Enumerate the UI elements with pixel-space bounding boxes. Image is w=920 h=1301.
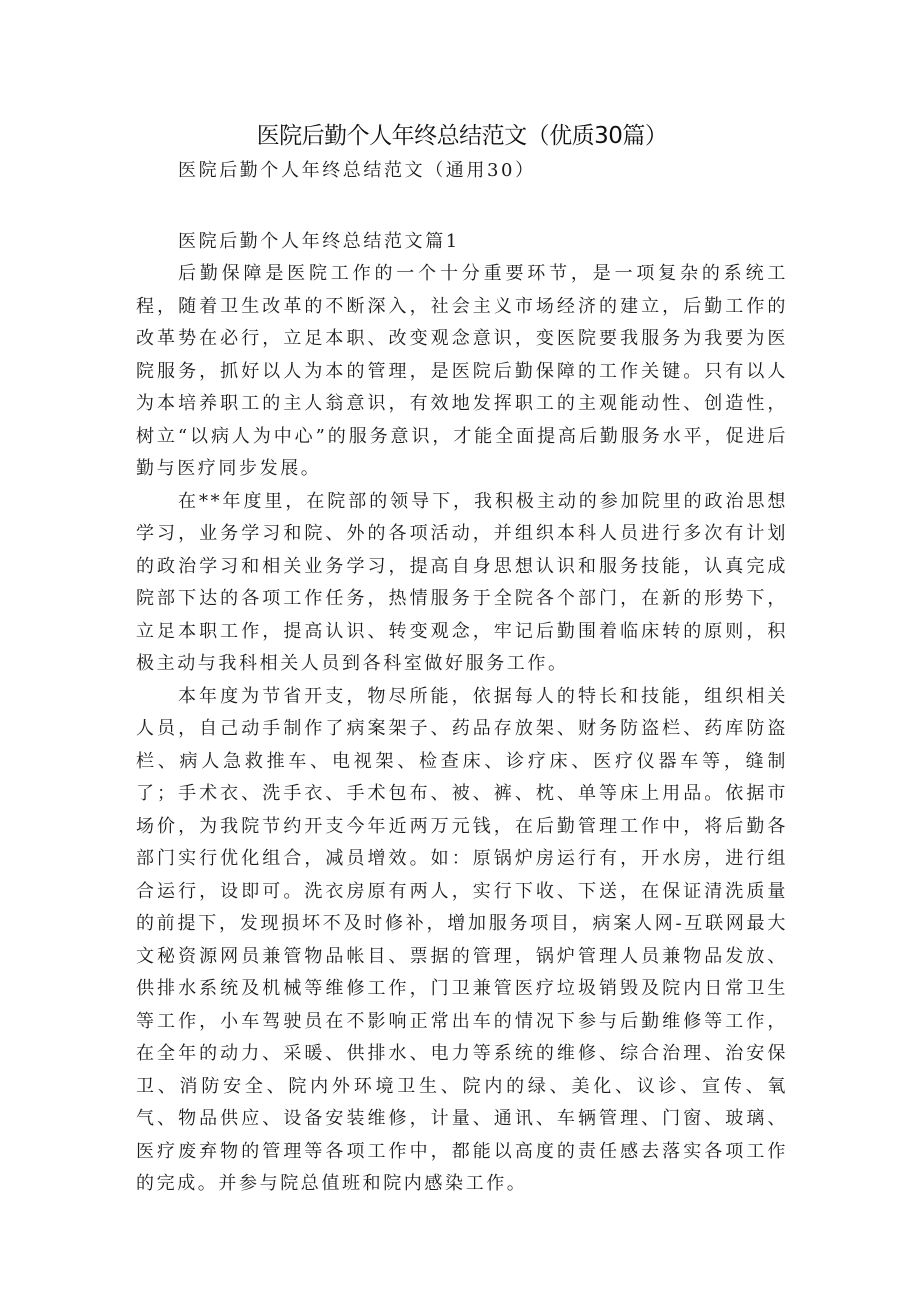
document-title: 医院后勤个人年终总结范文（优质30篇） <box>256 123 668 149</box>
document-page <box>136 117 788 1201</box>
paragraph-1: 后勤保障是医院工作的一个十分重要环节，是一项复杂的系统工程，随着卫生改革的不断深入，社会主义市场经济的建立，后勤工作的改革势在必行，立足本职、改变观念意识，变医院要我服务为我要为医院服务，抓好以人为本的管理，是医院后勤保障的工作关键。只有以人为本培养职工的主人翁意识，有效地发挥职工的主观能动性、创造性，树立“以病人为中心”的服务意识，才能全面提高后勤服务水平，促进后勤与医疗同步发展。 <box>136 263 788 479</box>
document-subtitle: 医院后勤个人年终总结范文（通用30） <box>178 160 536 181</box>
paragraph-3: 本年度为节省开支，物尽所能，依据每人的特长和技能，组织相关人员，自己动手制作了病案架子、药品存放架、财务防盗栏、药库防盗栏、病人急救推车、电视架、检查床、诊疗床、医疗仪器车等，缝制了；手术衣、洗手衣、手术包布、被、裤、枕、单等床上用品。依据市场价，为我院节约开支今年近两万元钱，在后勤管理工作中，将后勤各部门实行优化组合，减员增效。如：原锅炉房运行有，开水房，进行组合运行，设即可。洗衣房原有两人，实行下收、下送，在保证清洗质量的前提下，发现损坏不及时修补，增加服务项目，病案人网-互联网最大文秘资源网员兼管物品帐目、票据的管理，锅炉管理人员兼物品发放、供排水系统及机械等维修工作，门卫兼管医疗垃圾销毁及院内日常卫生等工作，小车驾驶员在不影响正常出车的情况下参与后勤维修等工作，在全年的动力、采暖、供排水、电力等系统的维修、综合治理、治安保卫、消防安全、院内外环境卫生、院内的绿、美化、议诊、宣传、氧气、物品供应、设备安装维修，计量、通讯、车辆管理、门窗、玻璃、医疗废弃物的管理等各项工作中，都能以高度的责任感去落实各项工作的完成。并参与院总值班和院内感染工作。 <box>136 685 788 1194</box>
section-heading: 医院后勤个人年终总结范文篇1 <box>178 230 460 252</box>
section-1 <box>136 226 788 1201</box>
paragraph-2: 在**年度里，在院部的领导下，我积极主动的参加院里的政治思想学习，业务学习和院、外的各项活动，并组织本科人员进行多次有计划的政治学习和相关业务学习，提高自身思想认识和服务技能，认真完成院部下达的各项工作任务，热情服务于全院各个部门，在新的形势下，立足本职工作，提高认识、转变观念，牢记后勤围着临床转的原则，积极主动与我科相关人员到各科室做好服务工作。 <box>136 490 788 674</box>
